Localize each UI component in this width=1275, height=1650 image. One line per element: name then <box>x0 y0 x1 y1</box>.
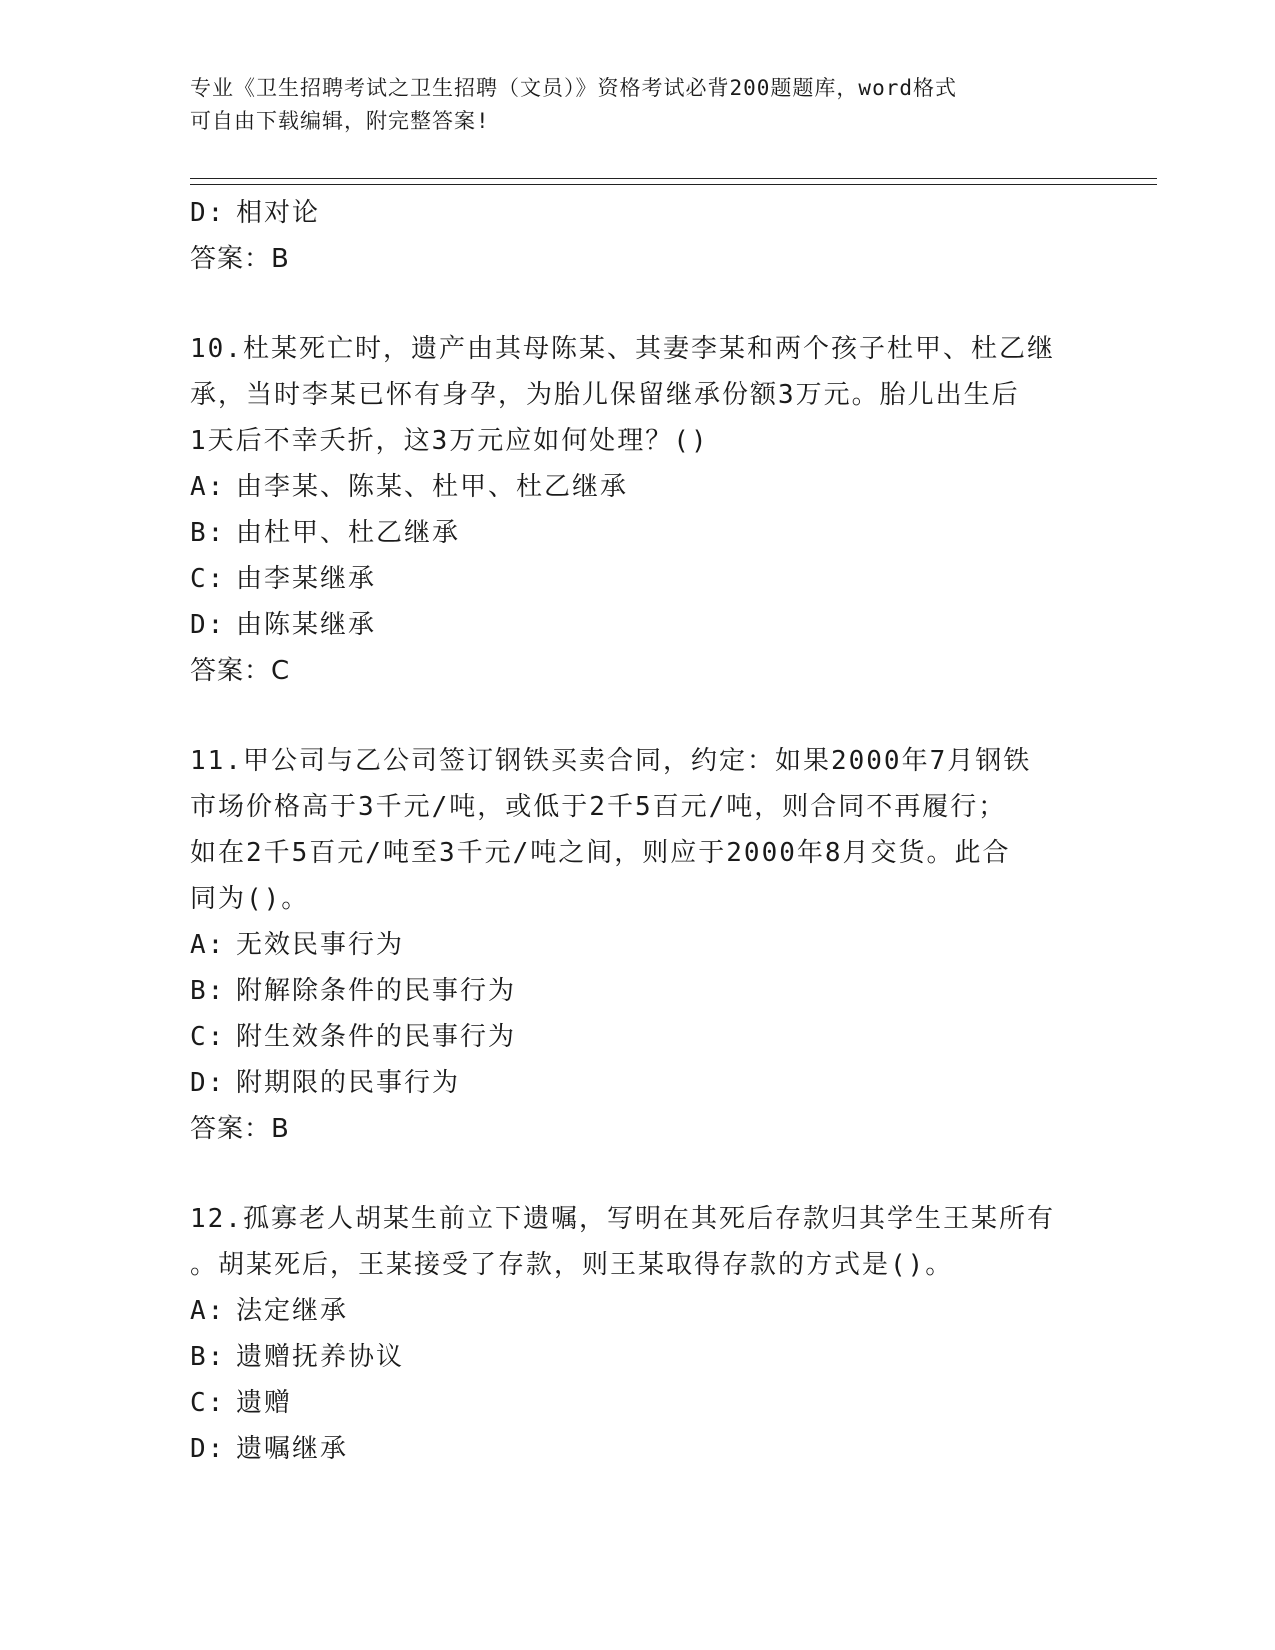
header-line-2: 可自由下载编辑，附完整答案! <box>190 109 490 133</box>
header-divider-bottom <box>190 184 1157 185</box>
option-a <box>190 922 1090 968</box>
option-letter: C: <box>190 1022 226 1052</box>
question-stem-line: 1天后不幸夭折，这3万元应如何处理？() <box>190 426 709 456</box>
question-stem-line: 。胡某死后，王某接受了存款，则王某取得存款的方式是()。 <box>190 1250 954 1280</box>
question-stem-line: 12.孤寡老人胡某生前立下遗嘱，写明在其死后存款归其学生王某所有 <box>190 1204 1055 1234</box>
question-stem-line: 10.杜某死亡时，遗产由其母陈某、其妻李某和两个孩子杜甲、杜乙继 <box>190 334 1055 364</box>
option-text: 相对论 <box>236 198 321 228</box>
option-text: 由陈某继承 <box>236 610 377 640</box>
option-d <box>190 1060 1090 1106</box>
option-letter: C: <box>190 1388 226 1418</box>
option-text: 法定继承 <box>236 1296 349 1326</box>
option-b <box>190 968 1090 1014</box>
option-text: 遗嘱继承 <box>236 1434 349 1464</box>
option-d <box>190 1426 1090 1472</box>
document-header <box>190 72 1070 138</box>
question-stem-line: 如在2千5百元/吨至3千元/吨之间，则应于2000年8月交货。此合 <box>190 838 1011 868</box>
question-10 <box>190 326 1090 694</box>
option-text: 附解除条件的民事行为 <box>236 976 517 1006</box>
option-a <box>190 1288 1090 1334</box>
question-12 <box>190 1196 1090 1472</box>
question-stem-line: 市场价格高于3千元/吨，或低于2千5百元/吨，则合同不再履行； <box>190 792 1007 822</box>
option-a <box>190 464 1090 510</box>
option-text: 由李某、陈某、杜甲、杜乙继承 <box>236 472 629 502</box>
spacer <box>190 694 1090 738</box>
spacer <box>190 282 1090 326</box>
option-letter: A: <box>190 930 226 960</box>
option-letter: A: <box>190 472 226 502</box>
option-b <box>190 1334 1090 1380</box>
header-divider-top <box>190 178 1157 179</box>
option-text: 附生效条件的民事行为 <box>236 1022 517 1052</box>
header-line-1: 专业《卫生招聘考试之卫生招聘（文员）》资格考试必背200题题库，word格式 <box>190 76 957 100</box>
option-letter: D: <box>190 198 226 228</box>
document-body <box>190 190 1090 1472</box>
option-letter: B: <box>190 976 226 1006</box>
option-text: 无效民事行为 <box>236 930 405 960</box>
option-d <box>190 190 1090 236</box>
question-11 <box>190 738 1090 1152</box>
option-letter: A: <box>190 1296 226 1326</box>
option-letter: D: <box>190 1434 226 1464</box>
question-stem-line: 11.甲公司与乙公司签订钢铁买卖合同，约定：如果2000年7月钢铁 <box>190 746 1032 776</box>
spacer <box>190 1152 1090 1196</box>
option-d <box>190 602 1090 648</box>
answer-line: 答案：B <box>190 244 290 274</box>
option-text: 由李某继承 <box>236 564 377 594</box>
option-text: 遗赠 <box>236 1388 293 1418</box>
question-stem-line: 承，当时李某已怀有身孕，为胎儿保留继承份额3万元。胎儿出生后 <box>190 380 1020 410</box>
option-c <box>190 556 1090 602</box>
option-c <box>190 1014 1090 1060</box>
option-letter: D: <box>190 1068 226 1098</box>
answer-line: 答案：C <box>190 656 291 686</box>
option-letter: B: <box>190 1342 226 1372</box>
option-letter: D: <box>190 610 226 640</box>
option-c <box>190 1380 1090 1426</box>
option-letter: B: <box>190 518 226 548</box>
question-stem-line: 同为()。 <box>190 884 310 914</box>
option-text: 附期限的民事行为 <box>236 1068 461 1098</box>
option-text: 遗赠抚养协议 <box>236 1342 405 1372</box>
option-b <box>190 510 1090 556</box>
option-letter: C: <box>190 564 226 594</box>
answer-line: 答案：B <box>190 1114 290 1144</box>
option-text: 由杜甲、杜乙继承 <box>236 518 461 548</box>
